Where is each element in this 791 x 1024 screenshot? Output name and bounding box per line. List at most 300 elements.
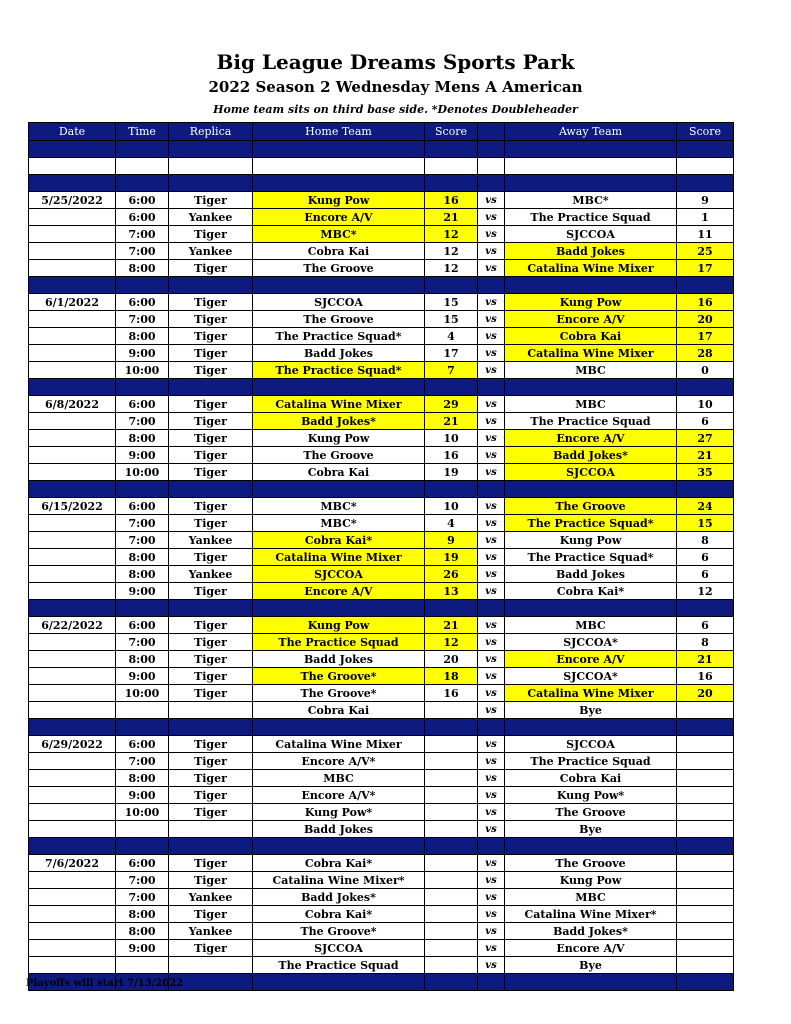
replica-cell: Tiger [169, 872, 253, 889]
away-score-cell: 9 [677, 192, 734, 209]
time-cell: 6:00 [116, 736, 169, 753]
vs-cell: vs [478, 345, 505, 362]
game-row [29, 260, 734, 277]
away-team-cell: The Practice Squad [505, 753, 677, 770]
vs-cell: vs [478, 651, 505, 668]
vs-cell: vs [478, 532, 505, 549]
playoffs-note: Playoffs will start 7/13/2022 [26, 978, 184, 989]
separator-cell [478, 719, 505, 736]
column-header-home-score: Score [425, 123, 478, 141]
home-score-cell [425, 957, 478, 974]
home-score-cell: 19 [425, 464, 478, 481]
away-team-cell: SJCCOA* [505, 668, 677, 685]
vs-cell: vs [478, 311, 505, 328]
replica-cell: Tiger [169, 787, 253, 804]
game-row [29, 498, 734, 515]
time-cell: 9:00 [116, 583, 169, 600]
date-cell [29, 753, 116, 770]
date-cell [29, 430, 116, 447]
game-row [29, 668, 734, 685]
home-team-cell: Badd Jokes [253, 345, 425, 362]
game-row [29, 311, 734, 328]
away-team-cell: SJCCOA [505, 736, 677, 753]
date-cell: 6/8/2022 [29, 396, 116, 413]
time-cell: 7:00 [116, 634, 169, 651]
date-cell [29, 413, 116, 430]
home-score-cell [425, 736, 478, 753]
date-cell: 5/25/2022 [29, 192, 116, 209]
away-team-cell: Catalina Wine Mixer* [505, 906, 677, 923]
replica-cell: Tiger [169, 583, 253, 600]
home-team-cell: The Practice Squad* [253, 362, 425, 379]
home-team-cell: Cobra Kai [253, 702, 425, 719]
date-cell [29, 260, 116, 277]
game-row [29, 209, 734, 226]
replica-cell: Tiger [169, 311, 253, 328]
home-team-cell: Kung Pow [253, 192, 425, 209]
game-row [29, 906, 734, 923]
date-cell [29, 345, 116, 362]
home-team-cell: Cobra Kai* [253, 855, 425, 872]
vs-cell: vs [478, 821, 505, 838]
away-score-cell: 21 [677, 651, 734, 668]
away-team-cell: SJCCOA* [505, 634, 677, 651]
home-score-cell: 17 [425, 345, 478, 362]
time-cell [116, 702, 169, 719]
date-cell [29, 226, 116, 243]
replica-cell: Tiger [169, 226, 253, 243]
date-cell [29, 906, 116, 923]
game-row [29, 770, 734, 787]
replica-cell: Yankee [169, 243, 253, 260]
vs-cell: vs [478, 906, 505, 923]
separator-cell [425, 481, 478, 498]
away-score-cell: 10 [677, 396, 734, 413]
away-score-cell [677, 889, 734, 906]
separator-cell [169, 175, 253, 192]
home-score-cell: 4 [425, 515, 478, 532]
time-cell: 8:00 [116, 651, 169, 668]
vs-cell: vs [478, 430, 505, 447]
home-score-cell [425, 804, 478, 821]
separator-cell [169, 600, 253, 617]
replica-cell: Tiger [169, 617, 253, 634]
home-score-cell: 16 [425, 685, 478, 702]
vs-cell: vs [478, 889, 505, 906]
home-score-cell: 21 [425, 209, 478, 226]
separator-cell [425, 175, 478, 192]
separator-cell [29, 175, 116, 192]
away-score-cell [677, 158, 734, 175]
vs-cell: vs [478, 753, 505, 770]
time-cell: 7:00 [116, 753, 169, 770]
separator-cell [169, 277, 253, 294]
time-cell: 7:00 [116, 532, 169, 549]
away-score-cell [677, 787, 734, 804]
home-score-cell [425, 158, 478, 175]
separator-cell [478, 838, 505, 855]
game-row [29, 872, 734, 889]
game-row [29, 362, 734, 379]
date-cell: 6/29/2022 [29, 736, 116, 753]
away-team-cell: MBC [505, 617, 677, 634]
home-team-cell: The Practice Squad* [253, 328, 425, 345]
away-score-cell: 27 [677, 430, 734, 447]
replica-cell: Tiger [169, 685, 253, 702]
replica-cell: Tiger [169, 855, 253, 872]
time-cell: 9:00 [116, 787, 169, 804]
date-cell [29, 328, 116, 345]
separator-cell [425, 379, 478, 396]
home-team-cell: MBC* [253, 226, 425, 243]
date-cell [29, 651, 116, 668]
replica-cell: Tiger [169, 464, 253, 481]
date-cell [29, 940, 116, 957]
time-cell: 8:00 [116, 430, 169, 447]
away-score-cell [677, 821, 734, 838]
away-score-cell: 16 [677, 294, 734, 311]
vs-cell: vs [478, 583, 505, 600]
away-team-cell: Bye [505, 702, 677, 719]
home-team-cell [253, 158, 425, 175]
separator-cell [29, 481, 116, 498]
game-row [29, 685, 734, 702]
vs-cell: vs [478, 549, 505, 566]
time-cell: 7:00 [116, 872, 169, 889]
replica-cell: Tiger [169, 192, 253, 209]
home-team-cell: Kung Pow [253, 430, 425, 447]
home-score-cell [425, 702, 478, 719]
page-note: Home team sits on third base side. *Denotes Doubleheader [213, 103, 578, 116]
away-score-cell: 20 [677, 685, 734, 702]
separator-cell [478, 974, 505, 991]
home-team-cell: The Groove [253, 311, 425, 328]
replica-cell: Tiger [169, 668, 253, 685]
away-score-cell: 15 [677, 515, 734, 532]
home-team-cell: Encore A/V [253, 583, 425, 600]
vs-cell: vs [478, 957, 505, 974]
away-score-cell: 20 [677, 311, 734, 328]
date-cell: 7/6/2022 [29, 855, 116, 872]
separator-cell [169, 719, 253, 736]
vs-cell: vs [478, 787, 505, 804]
separator-cell [253, 141, 425, 158]
away-team-cell: Badd Jokes [505, 566, 677, 583]
replica-cell: Tiger [169, 328, 253, 345]
away-team-cell: Bye [505, 821, 677, 838]
column-header-home-team: Home Team [253, 123, 425, 141]
game-row [29, 396, 734, 413]
separator-cell [29, 719, 116, 736]
game-row [29, 804, 734, 821]
separator-cell [425, 277, 478, 294]
game-row [29, 566, 734, 583]
time-cell: 6:00 [116, 498, 169, 515]
time-cell: 7:00 [116, 889, 169, 906]
home-team-cell: The Groove [253, 447, 425, 464]
week-separator [29, 838, 734, 855]
replica-cell: Tiger [169, 753, 253, 770]
time-cell [116, 158, 169, 175]
away-score-cell: 6 [677, 549, 734, 566]
vs-cell: vs [478, 192, 505, 209]
game-row [29, 294, 734, 311]
away-score-cell [677, 753, 734, 770]
home-team-cell: MBC* [253, 498, 425, 515]
time-cell: 9:00 [116, 668, 169, 685]
date-cell [29, 549, 116, 566]
separator-cell [116, 719, 169, 736]
home-team-cell: Catalina Wine Mixer [253, 396, 425, 413]
date-cell [29, 770, 116, 787]
separator-cell [29, 600, 116, 617]
home-score-cell: 21 [425, 413, 478, 430]
time-cell: 9:00 [116, 345, 169, 362]
replica-cell: Tiger [169, 804, 253, 821]
replica-cell: Tiger [169, 345, 253, 362]
time-cell: 8:00 [116, 770, 169, 787]
replica-cell: Yankee [169, 532, 253, 549]
home-score-cell [425, 889, 478, 906]
column-header-replica: Replica [169, 123, 253, 141]
separator-cell [425, 600, 478, 617]
away-score-cell: 17 [677, 328, 734, 345]
replica-cell: Tiger [169, 294, 253, 311]
vs-cell: vs [478, 243, 505, 260]
game-row [29, 464, 734, 481]
away-team-cell: The Groove [505, 855, 677, 872]
home-team-cell: Badd Jokes* [253, 889, 425, 906]
date-cell [29, 447, 116, 464]
game-row [29, 651, 734, 668]
separator-cell [478, 175, 505, 192]
separator-cell [29, 379, 116, 396]
separator-cell [116, 838, 169, 855]
game-row [29, 821, 734, 838]
week-separator [29, 379, 734, 396]
time-cell: 6:00 [116, 617, 169, 634]
home-team-cell: Badd Jokes* [253, 413, 425, 430]
away-score-cell [677, 957, 734, 974]
away-team-cell: Encore A/V [505, 311, 677, 328]
game-row [29, 787, 734, 804]
home-score-cell [425, 872, 478, 889]
vs-cell: vs [478, 940, 505, 957]
home-team-cell: Catalina Wine Mixer [253, 549, 425, 566]
week-separator [29, 719, 734, 736]
home-score-cell: 12 [425, 243, 478, 260]
time-cell: 6:00 [116, 855, 169, 872]
date-cell [29, 464, 116, 481]
time-cell: 8:00 [116, 906, 169, 923]
separator-cell [677, 600, 734, 617]
date-cell [29, 889, 116, 906]
separator-cell [505, 600, 677, 617]
date-cell [29, 957, 116, 974]
replica-cell: Tiger [169, 260, 253, 277]
separator-cell [677, 719, 734, 736]
separator-cell [505, 277, 677, 294]
away-team-cell: SJCCOA [505, 464, 677, 481]
home-team-cell: The Groove [253, 260, 425, 277]
date-cell [29, 668, 116, 685]
away-score-cell [677, 770, 734, 787]
away-team-cell: Badd Jokes* [505, 923, 677, 940]
away-score-cell: 8 [677, 532, 734, 549]
separator-cell [116, 141, 169, 158]
away-team-cell: The Practice Squad [505, 413, 677, 430]
date-cell: 6/22/2022 [29, 617, 116, 634]
home-score-cell [425, 753, 478, 770]
vs-cell: vs [478, 872, 505, 889]
away-team-cell: Catalina Wine Mixer [505, 260, 677, 277]
separator-cell [478, 379, 505, 396]
replica-cell: Tiger [169, 634, 253, 651]
away-score-cell: 21 [677, 447, 734, 464]
vs-cell: vs [478, 923, 505, 940]
away-team-cell: SJCCOA [505, 226, 677, 243]
vs-cell: vs [478, 328, 505, 345]
away-team-cell: The Practice Squad [505, 209, 677, 226]
date-cell [29, 243, 116, 260]
home-score-cell: 13 [425, 583, 478, 600]
home-score-cell [425, 770, 478, 787]
home-score-cell: 19 [425, 549, 478, 566]
away-score-cell [677, 736, 734, 753]
game-row [29, 158, 734, 175]
separator-cell [478, 600, 505, 617]
home-team-cell: The Practice Squad [253, 957, 425, 974]
home-score-cell: 20 [425, 651, 478, 668]
home-team-cell: Catalina Wine Mixer [253, 736, 425, 753]
separator-cell [116, 175, 169, 192]
home-score-cell: 12 [425, 226, 478, 243]
vs-cell: vs [478, 668, 505, 685]
home-team-cell: MBC* [253, 515, 425, 532]
home-score-cell: 9 [425, 532, 478, 549]
away-score-cell: 24 [677, 498, 734, 515]
game-row [29, 447, 734, 464]
home-team-cell: Kung Pow* [253, 804, 425, 821]
game-row [29, 634, 734, 651]
separator-cell [253, 175, 425, 192]
vs-cell: vs [478, 634, 505, 651]
away-score-cell [677, 804, 734, 821]
away-team-cell: Kung Pow [505, 532, 677, 549]
away-team-cell: Catalina Wine Mixer [505, 345, 677, 362]
separator-cell [478, 481, 505, 498]
home-team-cell: Cobra Kai [253, 464, 425, 481]
away-score-cell: 25 [677, 243, 734, 260]
date-cell [29, 532, 116, 549]
away-score-cell: 28 [677, 345, 734, 362]
time-cell: 7:00 [116, 515, 169, 532]
separator-cell [505, 974, 677, 991]
separator-cell [677, 379, 734, 396]
away-score-cell [677, 906, 734, 923]
time-cell: 8:00 [116, 549, 169, 566]
home-score-cell: 26 [425, 566, 478, 583]
away-team-cell: Bye [505, 957, 677, 974]
away-score-cell: 11 [677, 226, 734, 243]
vs-cell: vs [478, 260, 505, 277]
separator-cell [505, 838, 677, 855]
separator-cell [116, 277, 169, 294]
home-score-cell: 15 [425, 311, 478, 328]
game-row [29, 243, 734, 260]
away-score-cell [677, 940, 734, 957]
date-cell [29, 362, 116, 379]
separator-cell [253, 974, 425, 991]
home-team-cell: SJCCOA [253, 294, 425, 311]
separator-cell [169, 838, 253, 855]
vs-cell: vs [478, 362, 505, 379]
away-score-cell: 1 [677, 209, 734, 226]
date-cell [29, 685, 116, 702]
separator-cell [677, 277, 734, 294]
replica-cell [169, 821, 253, 838]
time-cell: 8:00 [116, 260, 169, 277]
game-row [29, 549, 734, 566]
time-cell: 6:00 [116, 209, 169, 226]
home-score-cell [425, 906, 478, 923]
week-separator [29, 277, 734, 294]
away-team-cell: Catalina Wine Mixer [505, 685, 677, 702]
game-row [29, 345, 734, 362]
time-cell: 10:00 [116, 804, 169, 821]
date-cell [29, 923, 116, 940]
separator-cell [253, 719, 425, 736]
date-cell [29, 583, 116, 600]
page-subtitle: 2022 Season 2 Wednesday Mens A American [208, 78, 583, 96]
separator-cell [677, 141, 734, 158]
time-cell: 8:00 [116, 328, 169, 345]
vs-cell: vs [478, 617, 505, 634]
date-cell [29, 311, 116, 328]
separator-cell [425, 838, 478, 855]
home-team-cell: Catalina Wine Mixer* [253, 872, 425, 889]
home-team-cell: The Groove* [253, 668, 425, 685]
replica-cell: Tiger [169, 549, 253, 566]
column-header-time: Time [116, 123, 169, 141]
away-team-cell: Encore A/V [505, 940, 677, 957]
away-score-cell [677, 855, 734, 872]
column-header-vs [478, 123, 505, 141]
separator-cell [29, 838, 116, 855]
separator-cell [425, 974, 478, 991]
away-team-cell: Cobra Kai [505, 770, 677, 787]
game-row [29, 889, 734, 906]
away-team-cell: Badd Jokes [505, 243, 677, 260]
away-team-cell: MBC [505, 396, 677, 413]
home-team-cell: SJCCOA [253, 566, 425, 583]
time-cell [116, 821, 169, 838]
away-team-cell: Cobra Kai* [505, 583, 677, 600]
time-cell: 7:00 [116, 311, 169, 328]
separator-cell [169, 481, 253, 498]
time-cell: 9:00 [116, 447, 169, 464]
replica-cell: Tiger [169, 906, 253, 923]
game-row [29, 532, 734, 549]
separator-cell [116, 379, 169, 396]
date-cell [29, 702, 116, 719]
separator-cell [677, 838, 734, 855]
home-score-cell: 10 [425, 498, 478, 515]
game-row [29, 617, 734, 634]
vs-cell: vs [478, 855, 505, 872]
time-cell: 10:00 [116, 685, 169, 702]
date-cell [29, 158, 116, 175]
